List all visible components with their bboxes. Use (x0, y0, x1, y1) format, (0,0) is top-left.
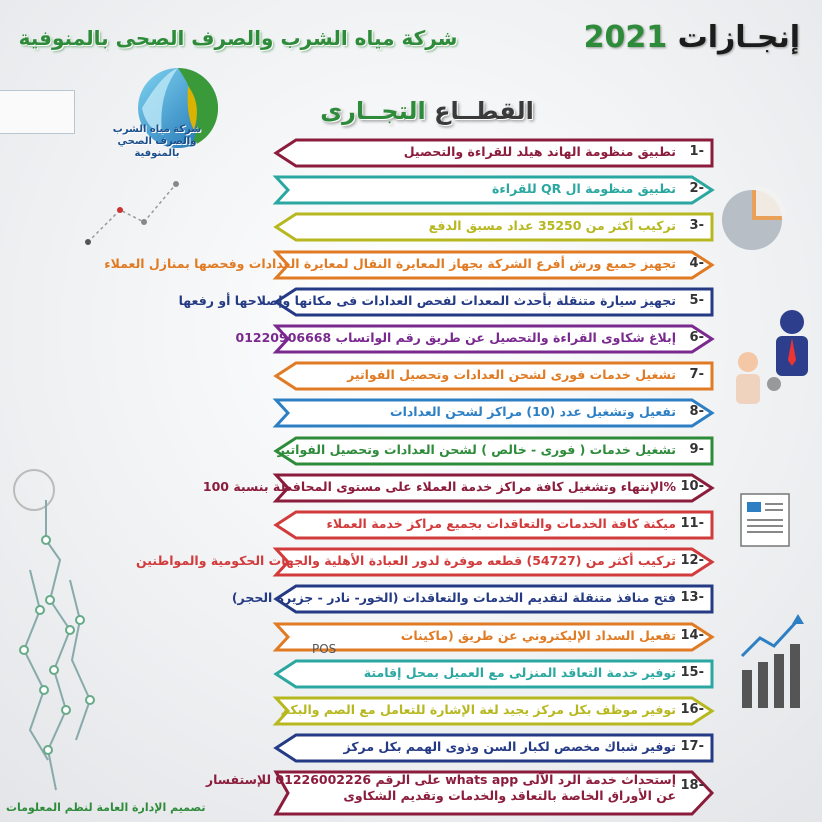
item-text (179, 293, 676, 309)
list-item (0, 543, 822, 577)
item-text-line: فتح منافذ متنقلة لتقديم الخدمات والتعاقدات (الخور- نادر - جزيرة الحجر) (231, 590, 676, 606)
item-text (390, 404, 676, 420)
item-text (429, 218, 676, 234)
item-text-line: تركيب أكثر من 35250 عداد مسبق الدفع (428, 218, 676, 234)
item-text (401, 628, 676, 644)
item-text (347, 367, 676, 383)
item-text-line: تشغيل خدمات فورى لشحن العدادات وتحصيل الفواتير (347, 367, 676, 383)
item-number: 13- (680, 590, 704, 606)
item-text-line: تشغيل خدمات ( فورى - خالص ) لشحن العدادات وتحصيل الفواتير (277, 441, 676, 457)
item-number: 3- (689, 218, 704, 234)
item-text-line: تجهيز جميع ورش أفرع الشركة بجهاز المعايرة النقال لمعايرة العدادات وفحصها بمنازل العملاء (104, 255, 676, 271)
item-number: 18- (680, 778, 704, 794)
item-text-line-2: عن الأوراق الخاصة بالتعاقد والخدمات وتقديم الشكاوى (343, 788, 676, 804)
list-item (0, 357, 822, 391)
item-number: 16- (680, 702, 704, 717)
achievements-label: إنجـازات (677, 20, 800, 55)
logo-text-line1: شركة مياه الشرب (112, 124, 202, 135)
item-number: 15- (680, 664, 704, 680)
logo-text-line2: والصرف الصحي بالمنوفية (117, 136, 197, 159)
list-item (0, 283, 822, 317)
item-text-line: ميكنة كافة الخدمات والتعاقدات بجميع مراكز خدمة العملاء (326, 516, 676, 531)
sector-prefix: القطــاع (434, 97, 534, 125)
item-number: 2- (689, 181, 704, 197)
item-text-line: تطبيق منظومة ال QR للقراءة (492, 181, 676, 197)
list-item (0, 208, 822, 242)
item-text-line: إستحداث خدمة الرد الآلى whats app على الرقم 01226002226 للإستفسار (205, 772, 676, 788)
item-text-line: توفير موظف بكل مركز يجيد لغة الإشارة للتعامل مع الصم والبكم (280, 702, 676, 717)
item-text (278, 442, 676, 458)
list-item (0, 506, 822, 540)
list-item (0, 692, 822, 726)
sector-name: التجــارى (320, 97, 426, 125)
item-number: 9- (689, 441, 704, 457)
list-item (0, 729, 822, 763)
list-item (0, 320, 822, 354)
item-text (492, 181, 676, 197)
item-text-line: إبلاغ شكاوى القراءة والتحصيل عن طريق رقم الواتساب 01220906668 (235, 330, 676, 345)
item-number: 4- (689, 255, 704, 271)
list-item (0, 134, 822, 168)
item-text-line: تطبيق منظومة الهاند هيلد للقراءة والتحصيل (403, 144, 676, 159)
pos-label: POS (312, 642, 337, 656)
item-text (206, 772, 676, 804)
item-text (236, 330, 676, 346)
list-item (0, 618, 822, 652)
item-text-line: توفير خدمة التعاقد المنزلى مع العميل بمحل إقامتة (363, 664, 676, 680)
item-text-line: تركيب أكثر من (54727) قطعه موفرة لدور العبادة الأهلية والجهات الحكومية والمواطنين (135, 553, 676, 569)
item-text (203, 479, 676, 495)
item-number: 10- (680, 478, 704, 494)
achievements-title (584, 20, 800, 55)
item-number: 12- (680, 553, 704, 569)
item-text-line: تجهيز سيارة متنقلة بأحدث المعدات لفحص العدادات فى مكانها وإصلاحها أو رفعها (178, 292, 676, 308)
item-text (281, 702, 676, 718)
list-item (0, 655, 822, 689)
list-item (0, 580, 822, 614)
item-number: 14- (680, 627, 704, 643)
item-number: 5- (689, 292, 704, 308)
decorative-box (0, 90, 75, 134)
item-text (232, 590, 676, 606)
footer-credit: تصميم الإدارة العامة لنظم المعلومات (6, 801, 206, 814)
achievements-year: 2021 (583, 20, 668, 55)
item-text (136, 553, 676, 569)
list-item (0, 432, 822, 466)
item-text (344, 739, 676, 755)
sector-title (268, 92, 586, 130)
item-number: 1- (689, 144, 704, 159)
item-number: 11- (680, 516, 704, 531)
item-text (364, 665, 676, 681)
list-item (0, 171, 822, 205)
company-name: شركة مياه الشرب والصرف الصحى بالمنوفية (18, 26, 458, 50)
item-text (404, 144, 676, 160)
item-number: 8- (689, 404, 704, 420)
item-text-line: تفعيل وتشغيل عدد (10) مراكز لشحن العدادات (390, 404, 676, 420)
item-text (327, 516, 676, 532)
item-number: 17- (680, 739, 704, 755)
item-text-line: %الإنتهاء وتشغيل كافة مراكز خدمة العملاء على مستوى المحافظة بنسبة 100 (202, 478, 676, 494)
item-number: 6- (689, 330, 704, 345)
item-number: 7- (689, 367, 704, 383)
list-item (0, 246, 822, 280)
item-text-line: توفير شباك مخصص لكبار السن وذوى الهمم بكل مركز (343, 739, 676, 755)
item-text-line: تفعيل السداد الإليكتروني عن طريق (ماكينات (400, 627, 676, 643)
list-item (0, 469, 822, 503)
list-item (0, 394, 822, 428)
item-text (104, 256, 676, 272)
